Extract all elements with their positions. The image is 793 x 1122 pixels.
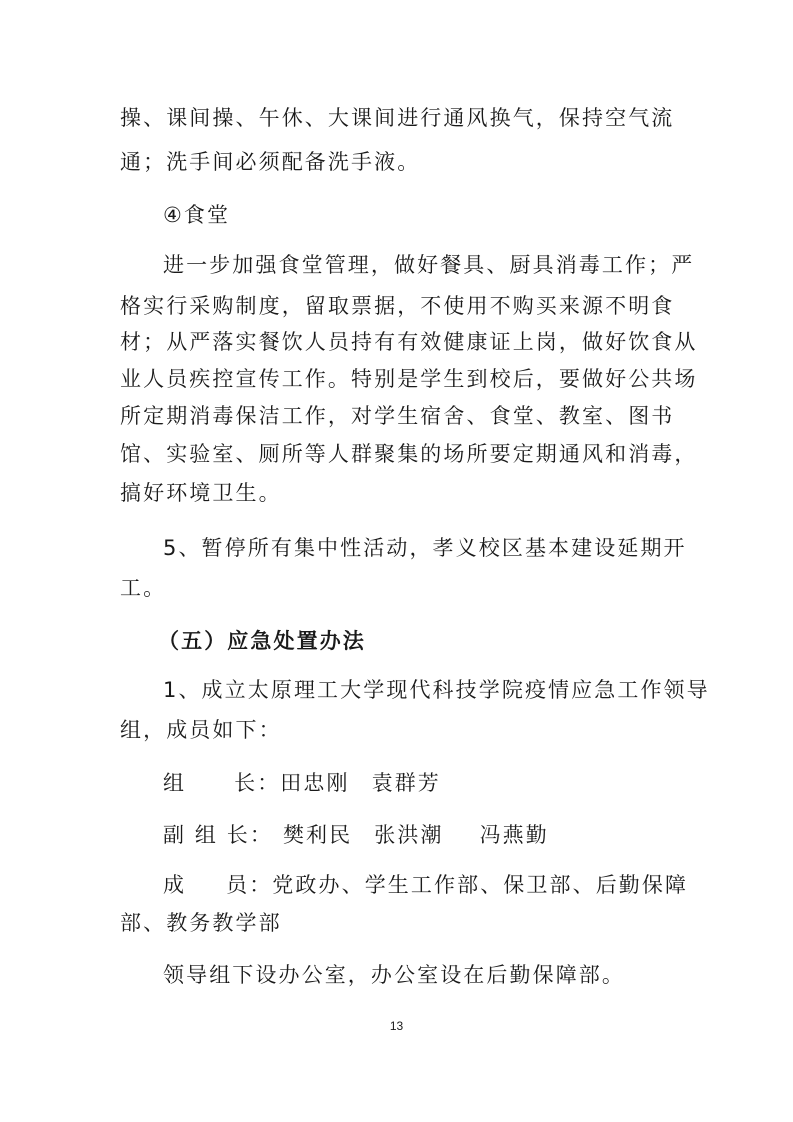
paragraph-line: 领导组下设办公室，办公室设在后勤保障部。 xyxy=(163,963,625,987)
leader-name-1: 长：田忠刚 xyxy=(234,771,350,795)
deputy-name-2: 张洪潮 xyxy=(374,823,444,847)
leader-label-start: 组 xyxy=(163,771,187,795)
paragraph-line: 部、教务教学部 xyxy=(120,911,282,935)
paragraph-line: 搞好环境卫生。 xyxy=(120,481,282,505)
paragraph-line: 材；从严落实餐饮人员持有有效健康证上岗，做好饮食从 xyxy=(120,330,698,354)
member-row xyxy=(163,872,688,898)
deputy-name-3: 冯燕勤 xyxy=(479,823,549,847)
paragraph-line: 格实行采购制度，留取票据，不使用不购买来源不明食 xyxy=(120,294,675,318)
paragraph-line: 5、暂停所有集中性活动，孝义校区基本建设延期开 xyxy=(163,536,687,560)
paragraph-line: 工。 xyxy=(120,576,167,600)
leader-row xyxy=(163,770,441,796)
page-number: 13 xyxy=(389,1019,404,1033)
paragraph-line: 操、课间操、午休、大课间进行通风换气，保持空气流 xyxy=(120,106,675,130)
paragraph-line: 馆、实验室、厕所等人群聚集的场所要定期通风和消毒， xyxy=(120,442,698,466)
deputy-label: 副 组 长： xyxy=(163,823,273,847)
paragraph-line: 进一步加强食堂管理，做好餐具、厨具消毒工作；严 xyxy=(163,253,695,277)
deputy-name-1: 樊利民 xyxy=(282,823,353,847)
canteen-heading: ④食堂 xyxy=(163,203,231,227)
section-heading: （五）应急处置办法 xyxy=(158,629,366,653)
paragraph-line: 1、成立太原理工大学现代科技学院疫情应急工作领导 xyxy=(163,678,710,702)
deputy-row xyxy=(163,822,549,848)
paragraph-line: 所定期消毒保洁工作，对学生宿舍、食堂、教室、图书 xyxy=(120,404,675,428)
paragraph-line: 组，成员如下： xyxy=(120,718,282,742)
paragraph-line: 业人员疾控宣传工作。特别是学生到校后，要做好公共场 xyxy=(120,367,698,391)
leader-name-2: 袁群芳 xyxy=(371,771,441,795)
paragraph-line: 通；洗手间必须配备洗手液。 xyxy=(120,150,421,174)
member-list: 员：党政办、学生工作部、保卫部、后勤保障 xyxy=(226,873,689,897)
member-label-start: 成 xyxy=(163,873,187,897)
